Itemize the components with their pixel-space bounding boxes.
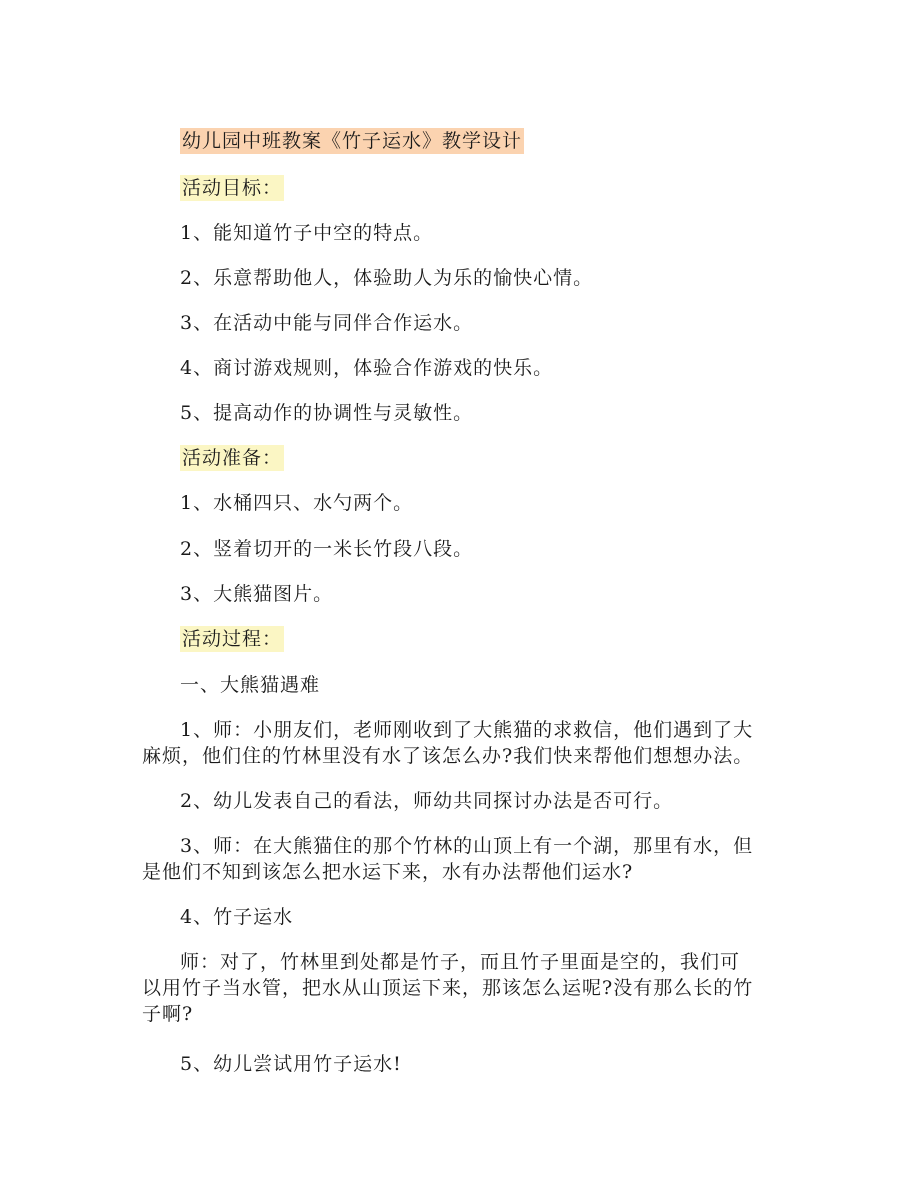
process-step-line: 师：对了，竹林里到处都是竹子，而且竹子里面是空的，我们可: [180, 951, 741, 973]
goals-heading: [180, 176, 284, 200]
process-step-line: 1、师：小朋友们，老师刚收到了大熊猫的求救信，他们遇到了大: [180, 719, 754, 741]
goals-item: 3、在活动中能与同伴合作运水。: [180, 312, 474, 334]
process-step-line: 是他们不知到该怎么把水运下来，水有办法帮他们运水?: [142, 861, 634, 883]
preparation-heading: [180, 446, 284, 470]
preparation-item: 2、竖着切开的一米长竹段八段。: [180, 538, 474, 560]
goals-heading-highlight: 活动目标：: [182, 177, 283, 199]
process-step-line: 5、幼儿尝试用竹子运水!: [180, 1053, 402, 1075]
preparation-item: 3、大熊猫图片。: [180, 583, 334, 605]
goals-item: 5、提高动作的协调性与灵敏性。: [180, 402, 474, 424]
goals-item: 2、乐意帮助他人，体验助人为乐的愉快心情。: [180, 267, 594, 289]
process-step-line: 4、竹子运水: [180, 906, 294, 928]
title-highlight: 幼儿园中班教案《竹子运水》教学设计: [182, 130, 523, 152]
process-step-line: 2、幼儿发表自己的看法，师幼共同探讨办法是否可行。: [180, 790, 674, 812]
document-title: [180, 129, 524, 153]
preparation-item: 1、水桶四只、水勺两个。: [180, 492, 414, 514]
goals-item: 4、商讨游戏规则，体验合作游戏的快乐。: [180, 357, 554, 379]
process-step-line: 子啊?: [142, 1003, 194, 1025]
preparation-heading-highlight: 活动准备：: [182, 447, 283, 469]
process-part-title: 一、大熊猫遇难: [180, 674, 321, 696]
goals-item: 1、能知道竹子中空的特点。: [180, 222, 434, 244]
process-step-line: 麻烦，他们住的竹林里没有水了该怎么办?我们快来帮他们想想办法。: [142, 745, 754, 767]
process-step-line: 以用竹子当水管，把水从山顶运下来，那该怎么运呢?没有那么长的竹: [142, 977, 754, 999]
process-step-line: 3、师：在大熊猫住的那个竹林的山顶上有一个湖，那里有水，但: [180, 835, 754, 857]
process-heading: [180, 627, 284, 651]
process-heading-highlight: 活动过程：: [182, 628, 283, 650]
